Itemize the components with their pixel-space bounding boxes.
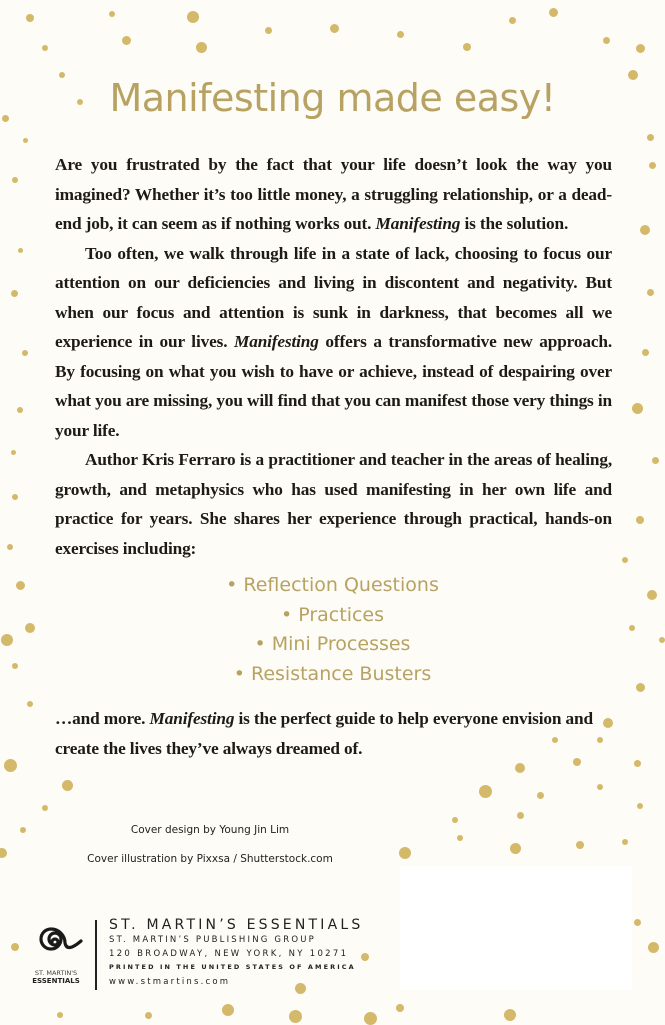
gold-dot [122,36,131,45]
gold-dot [509,17,516,24]
gold-dot [145,1012,152,1019]
gold-dot [42,45,48,51]
gold-dot [361,953,369,961]
gold-dot [463,43,471,51]
gold-dot [647,134,654,141]
publishing-group: ST. MARTIN’S PUBLISHING GROUP [109,935,316,945]
gold-dot [222,1004,234,1016]
book-title-italic: Manifesting [149,709,235,728]
list-item: • Mini Processes [254,633,411,655]
barcode-area [400,866,632,990]
gold-dot [364,1012,377,1025]
paragraph-2 [55,239,612,446]
logo-divider [95,920,97,990]
paragraph-1 [55,150,612,239]
exercise-list [0,571,665,689]
gold-dot [634,919,641,926]
logo-line-2: ESSENTIALS [32,977,80,985]
text-segment: is the solution. [460,214,569,233]
logo-line-1: ST. MARTIN'S [34,969,78,977]
spiral-logo-icon [28,922,84,962]
list-item: • Practices [280,603,385,626]
imprint-name: ST. MARTIN’S ESSENTIALS [109,917,364,933]
gold-dot [504,1009,516,1021]
main-copy [0,150,665,866]
list-item: • Reflection Questions [226,574,439,596]
printed-in: PRINTED IN THE UNITED STATES OF AMERICA [109,963,356,971]
description-body [55,150,612,563]
gold-dot [109,11,115,17]
text-segment: Are you frustrated by the fact that your life doesn’t look the way you imagined? Whether it’s too little money, a struggling relationship, or a dead-end job, it can seem as if nothing works out. [55,155,612,233]
cover-credits [0,823,420,866]
gold-dot [295,983,306,994]
gold-dot [549,8,558,17]
cover-illustration-credit: Cover illustration by Pixxsa / Shutterstock.com [87,853,333,865]
publisher-logo [28,922,84,986]
gold-dot [26,14,34,22]
text-segment: offers a transformative new approach. By focusing on what you wish to have or achieve, instead of despairing over what you are missing, you will find that you can manifest those very things in your life. [55,332,612,440]
closing-paragraph [55,704,612,763]
text-segment: Too often, we walk through life in a state of lack, choosing to focus our attention on our deficiencies and living in discontent and negativity. But when our focus and attention is sunk in darkness, that becomes all we experience in our lives. [55,243,612,351]
gold-dot [603,37,610,44]
gold-dot [196,42,207,53]
publisher-website[interactable]: www.stmartins.com [109,977,231,987]
gold-dot [265,27,272,34]
cover-headline: Manifesting made easy! [109,76,556,120]
gold-dot [396,1004,404,1012]
gold-dot [57,1012,63,1018]
gold-dot [648,942,659,953]
publisher-address: 120 BROADWAY, NEW YORK, NY 10271 [109,949,349,959]
text-segment: …and more. [55,709,150,728]
gold-dot [289,1010,302,1023]
text-segment: Author Kris Ferraro is a practitioner and teacher in the areas of healing, growth, and metaphysics who has used manifesting in her own life and practice for years. She shares her experience through practical, hands-on exercises including: [55,450,612,558]
list-item: • Resistance Busters [233,662,432,685]
gold-dot [187,11,199,23]
cover-design-credit: Cover design by Young Jin Lim [130,824,290,836]
gold-dot [636,44,645,53]
gold-dot [23,138,28,143]
gold-dot [11,943,19,951]
book-title-italic: Manifesting [233,332,319,351]
text-segment: is the perfect guide to help everyone envision and create the lives they’ve always dreamed of. [55,709,593,758]
paragraph-3 [55,445,612,563]
gold-dot [330,24,339,33]
book-title-italic: Manifesting [375,214,461,233]
gold-dot [397,31,404,38]
